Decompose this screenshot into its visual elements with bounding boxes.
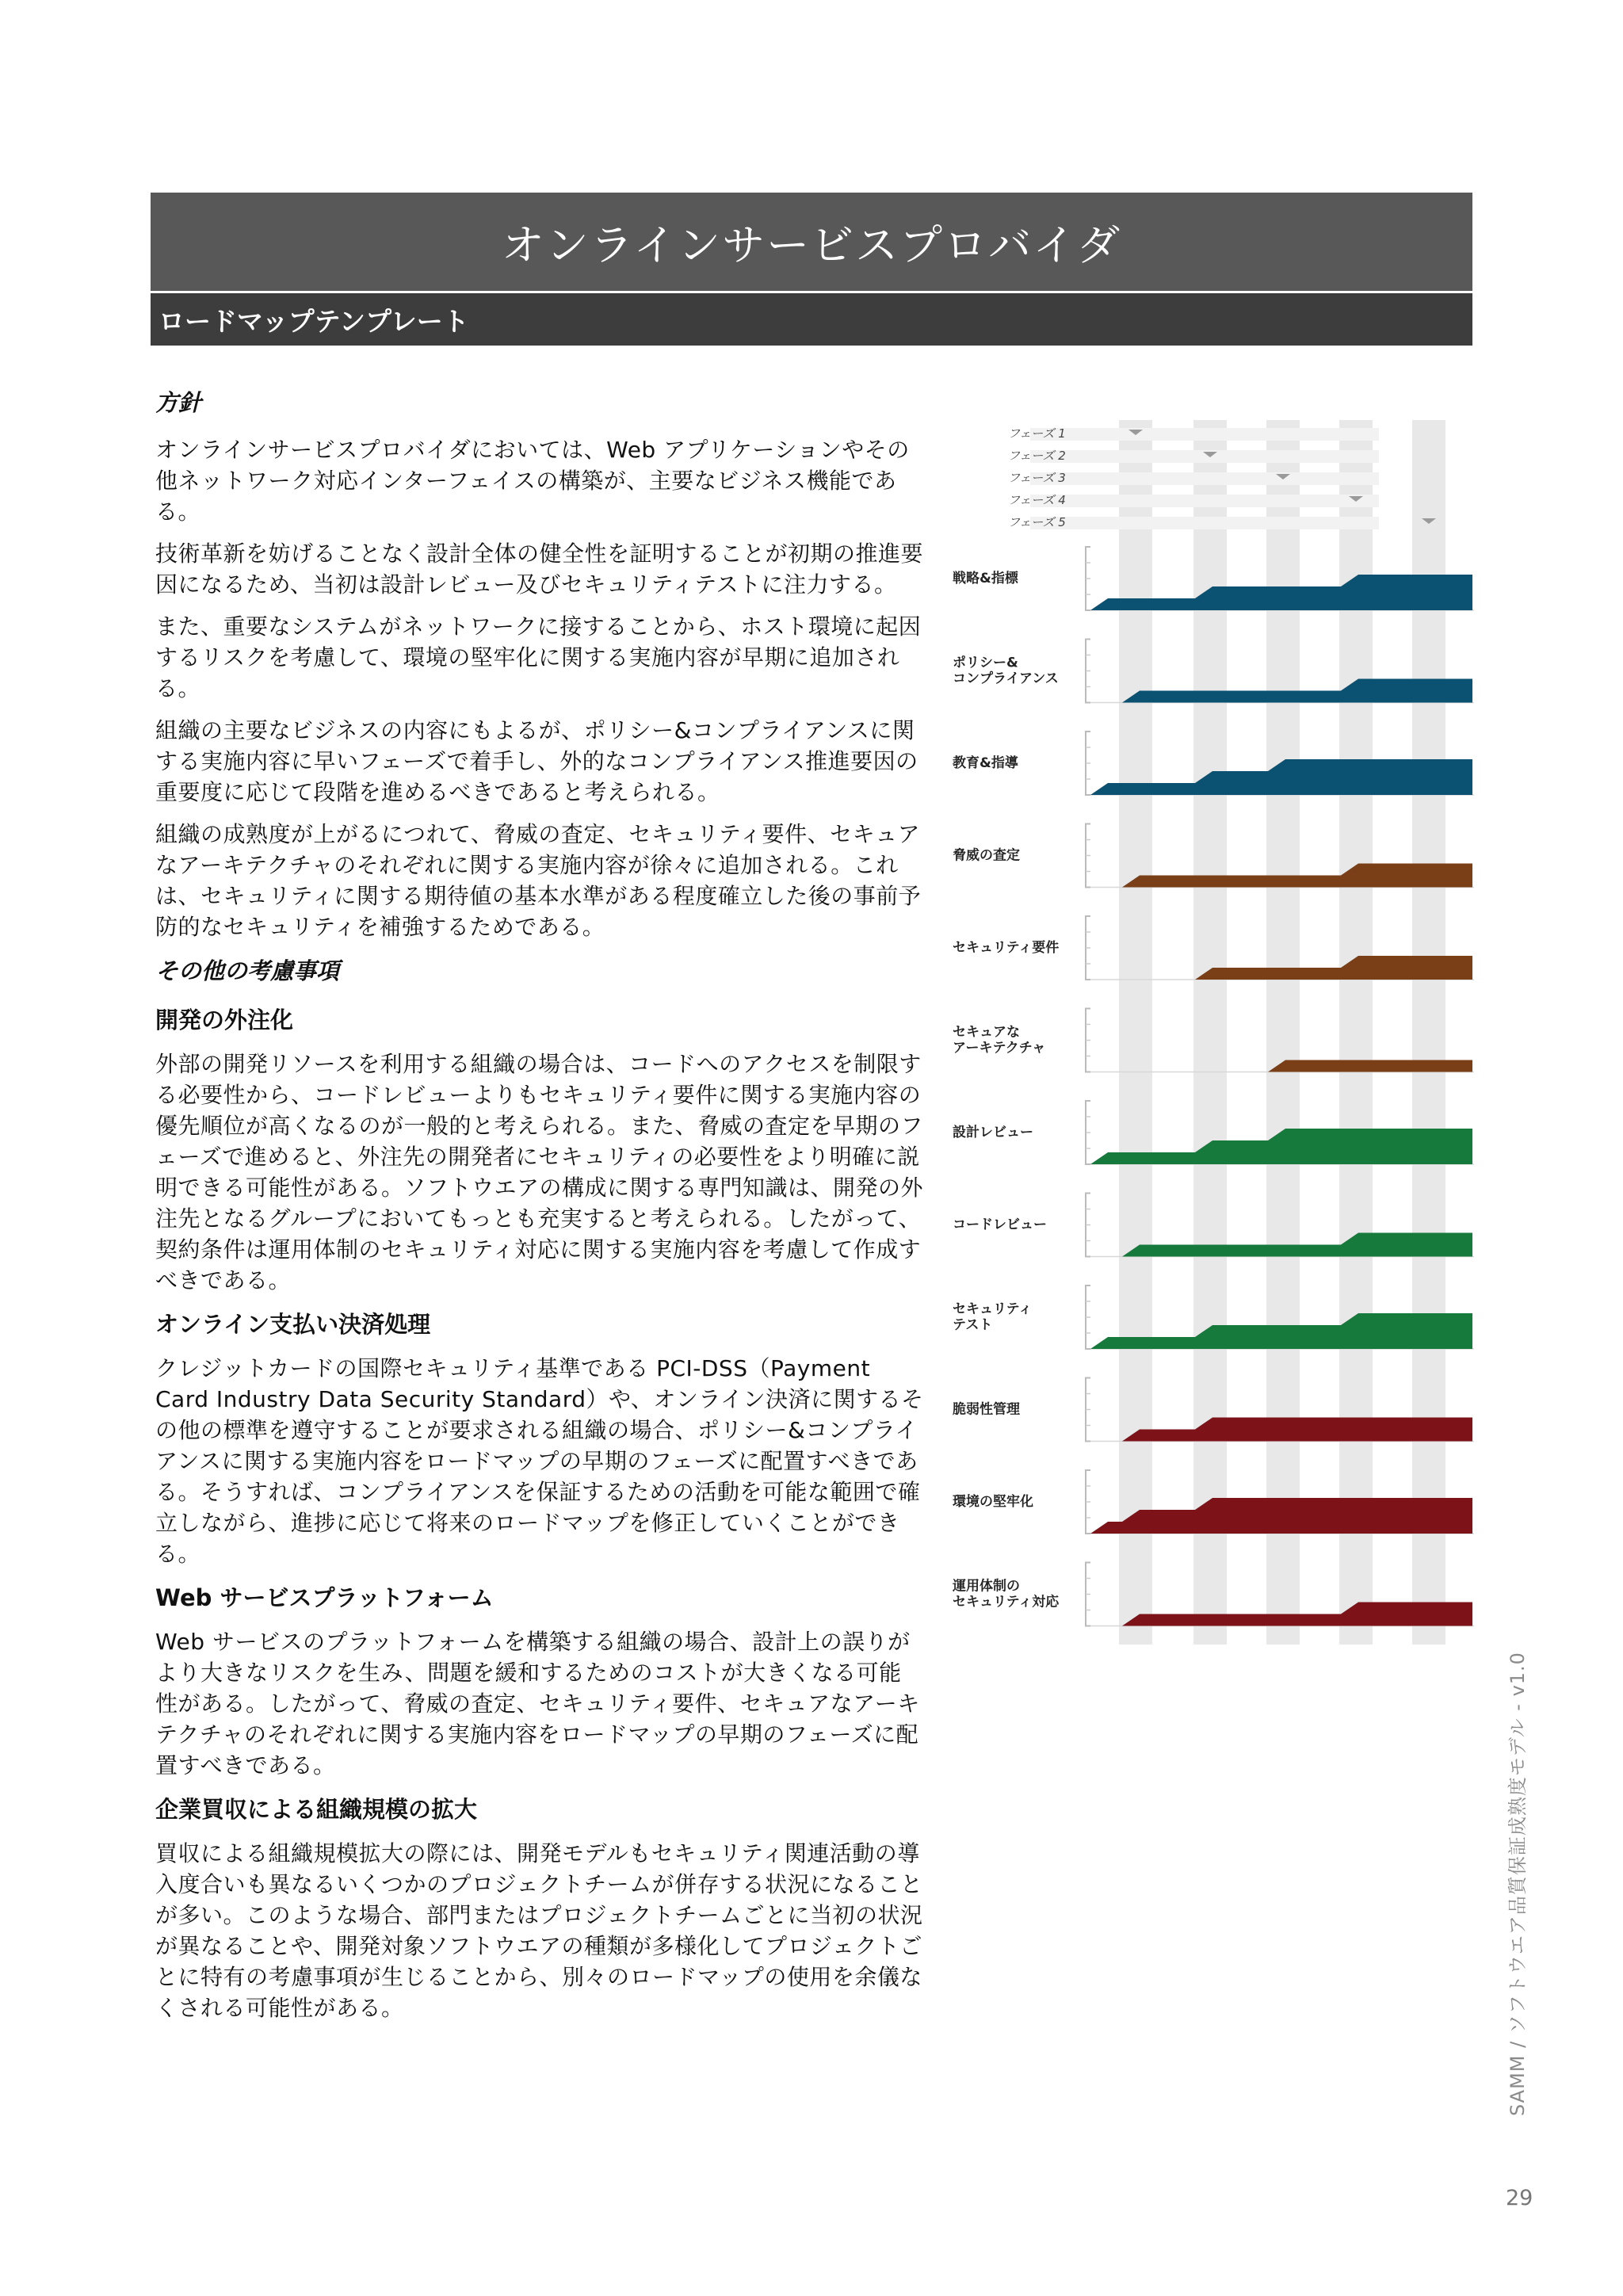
row-label: 運用体制の <box>953 1578 1020 1595</box>
row-label: セキュリティ <box>953 1301 1033 1317</box>
phase-label: フェーズ 2 <box>1008 449 1066 463</box>
section-heading-payment: オンライン支払い決済処理 <box>155 1311 431 1338</box>
phase-label: フェーズ 4 <box>1008 493 1066 507</box>
page-number: 29 <box>1506 2186 1533 2210</box>
row-label: 脆弱性管理 <box>953 1401 1020 1418</box>
row-label: 設計レビュー <box>953 1125 1033 1140</box>
section-text-acquisition: 買収による組織規模拡大の際には、開発モデルもセキュリティ関連活動の導入度合いも異なるいくつかのプロジェクトチームが併存する状況になることが多い。このような場合、部門またはプロジェクトチームごとに当初の状況が異なることや、開発対象ソフトウエアの種類が多様化してプロジェクトごとに特有の考慮事項が生じることから、別々のロードマップの使用を余儀なくされる可能性がある。 <box>155 1840 923 2021</box>
policy-paragraph: オンラインサービスプロバイダにおいては、Web アプリケーションやその他ネットワーク対応インターフェイスの構築が、主要なビジネス機能である。 <box>155 437 910 525</box>
phase-label: フェーズ 1 <box>1008 426 1066 441</box>
page-title: オンラインサービスプロバイダ <box>151 193 1472 291</box>
section-title: ロードマップテンプレート <box>151 293 1472 346</box>
section-text-web-platform: Web サービスのプラットフォームを構築する組織の場合、設計上の誤りがより大きなリスクを生み、問題を緩和するためのコストが大きくなる可能性がある。したがって、脅威の査定、セキュリティ要件、セキュアなアーキテクチャのそれぞれに関する実施内容をロードマップの早期のフェーズに配置すべきである。 <box>155 1629 920 1778</box>
row-label: 脅威の査定 <box>953 847 1020 864</box>
row-label: テスト <box>953 1317 993 1333</box>
section-heading-acquisition: 企業買収による組織規模の拡大 <box>155 1796 478 1823</box>
row-label: セキュアな <box>953 1024 1020 1041</box>
side-note: SAMM / ソフトウエア品質保証成熟度モデル - v1.0 <box>1507 1652 1529 2116</box>
row-label: 戦略&指標 <box>953 571 1018 586</box>
row-label: 教育&指導 <box>953 755 1018 771</box>
roadmap-chart <box>943 412 1482 1648</box>
section-heading-outsourcing: 開発の外注化 <box>155 1007 294 1033</box>
section-text-outsourcing: 外部の開発リソースを利用する組織の場合は、コードへのアクセスを制限する必要性から、コードレビューよりもセキュリティ要件に関する実施内容の優先順位が高くなるのが一般的と考えられる。また、脅威の査定を早期のフェーズで進めると、外注先の開発者にセキュリティの必要性をより明確に説明できる可能性がある。ソフトウエアの構成に関する専門知識は、開発の外注先となるグループにおいてもっとも充実すると考えられる。したがって、契約条件は運用体制のセキュリティ対応に関する実施内容を考慮して作成すべきである。 <box>155 1051 924 1293</box>
row-label: セキュリティ対応 <box>953 1594 1060 1610</box>
policy-paragraph: また、重要なシステムがネットワークに接することから、ホスト環境に起因するリスクを考慮して、環境の堅牢化に関する実施内容が早期に追加される。 <box>155 613 922 701</box>
policy-paragraph: 組織の主要なビジネスの内容にもよるが、ポリシー&コンプライアンスに関する実施内容に早いフェーズで着手し、外的なコンプライアンス推進要因の重要度に応じて段階を進めるべきであると考えられる。 <box>155 717 918 805</box>
row-label: セキュリティ要件 <box>953 940 1060 956</box>
row-label: 環境の堅牢化 <box>953 1494 1033 1510</box>
section-heading-web-platform: Web サービスプラットフォーム <box>155 1584 494 1611</box>
phase-header-band <box>1030 428 1379 441</box>
text-column <box>155 385 924 2034</box>
policy-paragraph: 技術革新を妨げることなく設計全体の健全性を証明することが初期の推進要因になるため、当初は設計レビュー及びセキュリティテストに注力する。 <box>155 541 924 598</box>
row-label: コードレビュー <box>953 1217 1047 1233</box>
section-text-payment: クレジットカードの国際セキュリティ基準である PCI-DSS（Payment Card Industry Data Security Standard）や、オンライン決済に関するその他の標準を遵守することが要求される組織の場合、ポリシー&コンプライアンスに関する実施内容をロードマップの早期のフェーズに配置すべきである。そうすれば、コンプライアンスを保証するための活動を可能な範囲で確立しながら、進捗に応じて将来のロードマップを修正していくことができる。 <box>155 1355 924 1567</box>
roadmap-chart-svg <box>943 412 1482 1648</box>
phase-header-band <box>1030 472 1379 485</box>
row-label: コンプライアンス <box>953 670 1059 687</box>
phase-label: フェーズ 5 <box>1008 515 1066 529</box>
policy-heading: 方針 <box>155 389 202 416</box>
phase-label: フェーズ 3 <box>1008 471 1066 485</box>
phase-header-band <box>1030 517 1379 529</box>
row-label: アーキテクチャ <box>953 1040 1046 1056</box>
other-considerations-heading: その他の考慮事項 <box>155 957 340 984</box>
phase-header-band <box>1030 495 1379 507</box>
row-label: ポリシー& <box>953 655 1018 671</box>
policy-paragraph: 組織の成熟度が上がるにつれて、脅威の査定、セキュリティ要件、セキュアなアーキテクチャのそれぞれに関する実施内容が徐々に追加される。これは、セキュリティに関する期待値の基本水準がある程度確立した後の事前予防的なセキュリティを補強するためである。 <box>155 821 922 940</box>
